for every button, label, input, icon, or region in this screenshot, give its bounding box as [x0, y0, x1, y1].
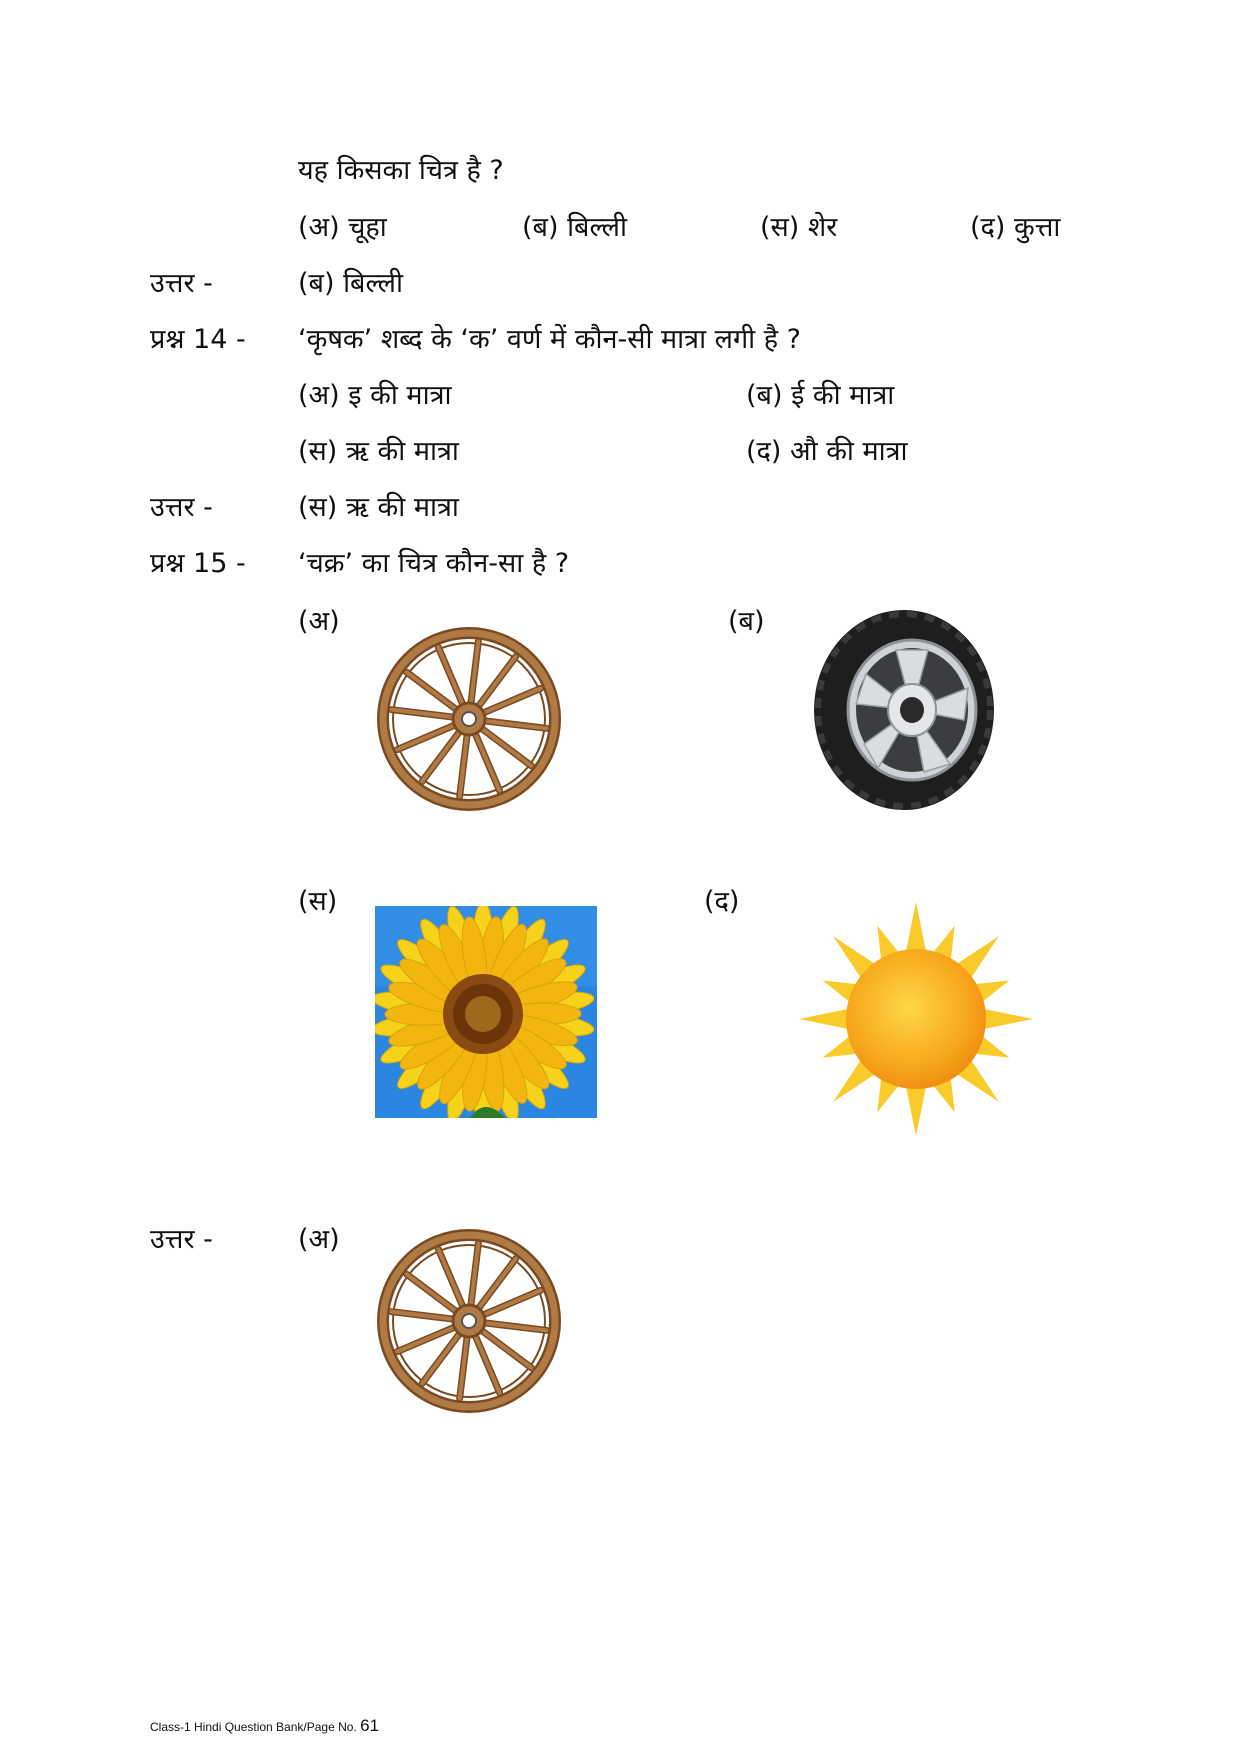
q14-answer-label: उत्तर - [150, 492, 213, 523]
q14-option-a: (अ) इ की मात्रा [298, 380, 452, 411]
car-tyre-wheel-image [812, 608, 996, 812]
q14-option-b: (ब) ई की मात्रा [746, 380, 895, 411]
q14-question: ‘कृषक’ शब्द के ‘क’ वर्ण में कौन-सी मात्रा लगी है ? [298, 324, 801, 355]
q13-option-c: (स) शेर [760, 212, 838, 243]
q15-answer-label: उत्तर - [150, 1224, 213, 1255]
page-footer [150, 1716, 379, 1736]
answer-wooden-wheel-image [374, 1226, 564, 1416]
q13-option-d: (द) कुत्ता [970, 212, 1061, 243]
sun-image [793, 896, 1039, 1142]
q14-answer: (स) ऋ की मात्रा [298, 492, 459, 523]
q15-option-b: (ब) [728, 606, 765, 637]
q15-option-c: (स) [298, 886, 338, 917]
page-number: 61 [360, 1716, 380, 1735]
q13-question: यह किसका चित्र है ? [298, 155, 504, 186]
footer-text: Class-1 Hindi Question Bank/Page No. [150, 1720, 357, 1734]
q15-answer: (अ) [298, 1224, 340, 1255]
q15-option-a: (अ) [298, 606, 340, 637]
q13-answer: (ब) बिल्ली [298, 268, 403, 299]
q15-label: प्रश्न 15 - [150, 548, 246, 579]
q13-option-a: (अ) चूहा [298, 212, 387, 243]
wooden-wheel-image [374, 624, 564, 814]
q14-label: प्रश्न 14 - [150, 324, 246, 355]
q13-answer-label: उत्तर - [150, 268, 213, 299]
sunflower-image [375, 906, 597, 1118]
q15-option-d: (द) [704, 886, 740, 917]
q14-option-d: (द) औ की मात्रा [746, 436, 908, 467]
q13-option-b: (ब) बिल्ली [522, 212, 627, 243]
q15-question: ‘चक्र’ का चित्र कौन-सा है ? [298, 548, 570, 579]
q14-option-c: (स) ऋ की मात्रा [298, 436, 459, 467]
